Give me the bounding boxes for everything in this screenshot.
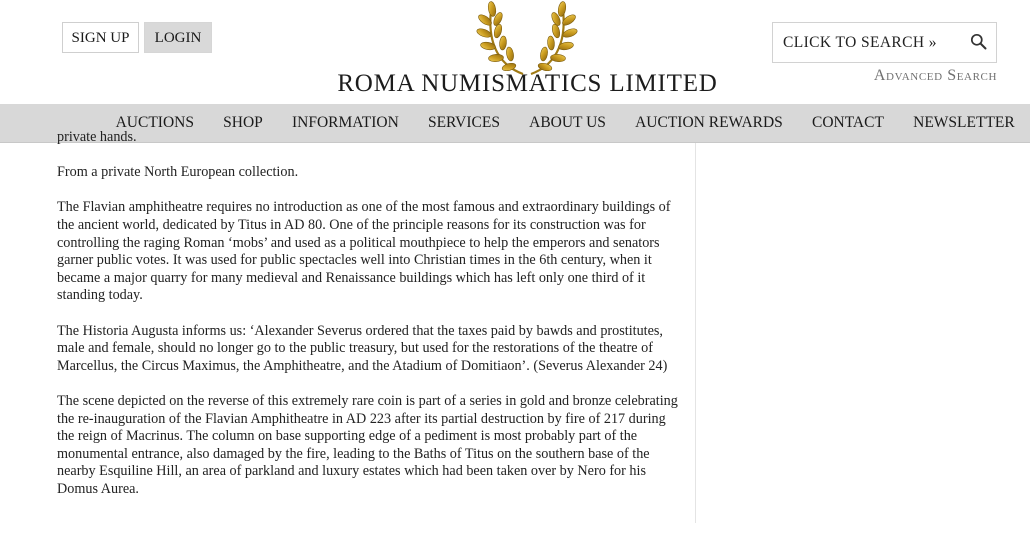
nav-item-auction-rewards[interactable]: AUCTION REWARDS	[635, 114, 783, 131]
search-label[interactable]: CLICK TO SEARCH »	[783, 34, 937, 51]
laurel-wreath-icon[interactable]	[479, 0, 575, 76]
nav-item-about-us[interactable]: ABOUT US	[529, 114, 606, 131]
search-box[interactable]	[772, 22, 997, 63]
description-paragraph: The scene depicted on the reverse of this extremely rare coin is part of a series in gold and bronze celebrating the re-inauguration of the Flavian Amphitheatre in AD 223 after its partial destruction by fire of 217 during the reign of Macrinus. The column on base supporting edge of a pediment is most probably part of the monumental entrance, also damaged by the fire, leading to the Baths of Titus on the southern base of the nearby Esquiline Hill, an area of parkland and luxury estates which had been taken over by Nero for his Domus Aurea.	[57, 392, 678, 497]
description-paragraph: From a private North European collection.	[57, 164, 299, 181]
nav-item-shop[interactable]: SHOP	[223, 114, 263, 131]
description-paragraph: The Historia Augusta informs us: ‘Alexander Severus ordered that the taxes paid by bawds and prostitutes, male and female, should no longer go to the public treasury, but used for the restorations of the theatre of Marcellus, the Circus Maximus, the Amphitheatre, and the Atadium of Domitiaon’. (Severus Alexander 24)	[57, 322, 668, 374]
login-button[interactable]: LOGIN	[144, 22, 212, 53]
nav-item-auctions[interactable]: AUCTIONS	[115, 114, 194, 131]
nav-item-services[interactable]: SERVICES	[427, 114, 500, 131]
description-paragraph: The Flavian amphitheatre requires no introduction as one of the most famous and extraordinary buildings of the ancient world, dedicated by Titus in AD 80. One of the principle reasons for its construction was for controlling the raging Roman ‘mobs’ and used as a political mouthpiece to help the emperors and senators garner public votes. It was used for public spectacles well into Christian times in the 6th century, when it became a major quarry for many medieval and Renaissance buildings which has left only one third of it standing today.	[57, 199, 671, 304]
sign-up-button[interactable]: SIGN UP	[62, 22, 139, 53]
search-icon[interactable]	[970, 33, 987, 50]
advanced-search-link[interactable]: Advanced Search	[873, 67, 997, 84]
description-paragraph: private hands.	[57, 129, 137, 145]
nav-item-newsletter[interactable]: NEWSLETTER	[913, 114, 1015, 131]
nav-item-information[interactable]: INFORMATION	[291, 114, 399, 131]
main-content	[0, 129, 1030, 544]
site-title[interactable]: ROMA NUMISMATICS LIMITED	[337, 70, 718, 97]
lot-description	[57, 129, 679, 516]
column-divider	[695, 143, 696, 523]
nav-item-contact[interactable]: CONTACT	[811, 114, 884, 131]
site-header	[0, 0, 1030, 104]
